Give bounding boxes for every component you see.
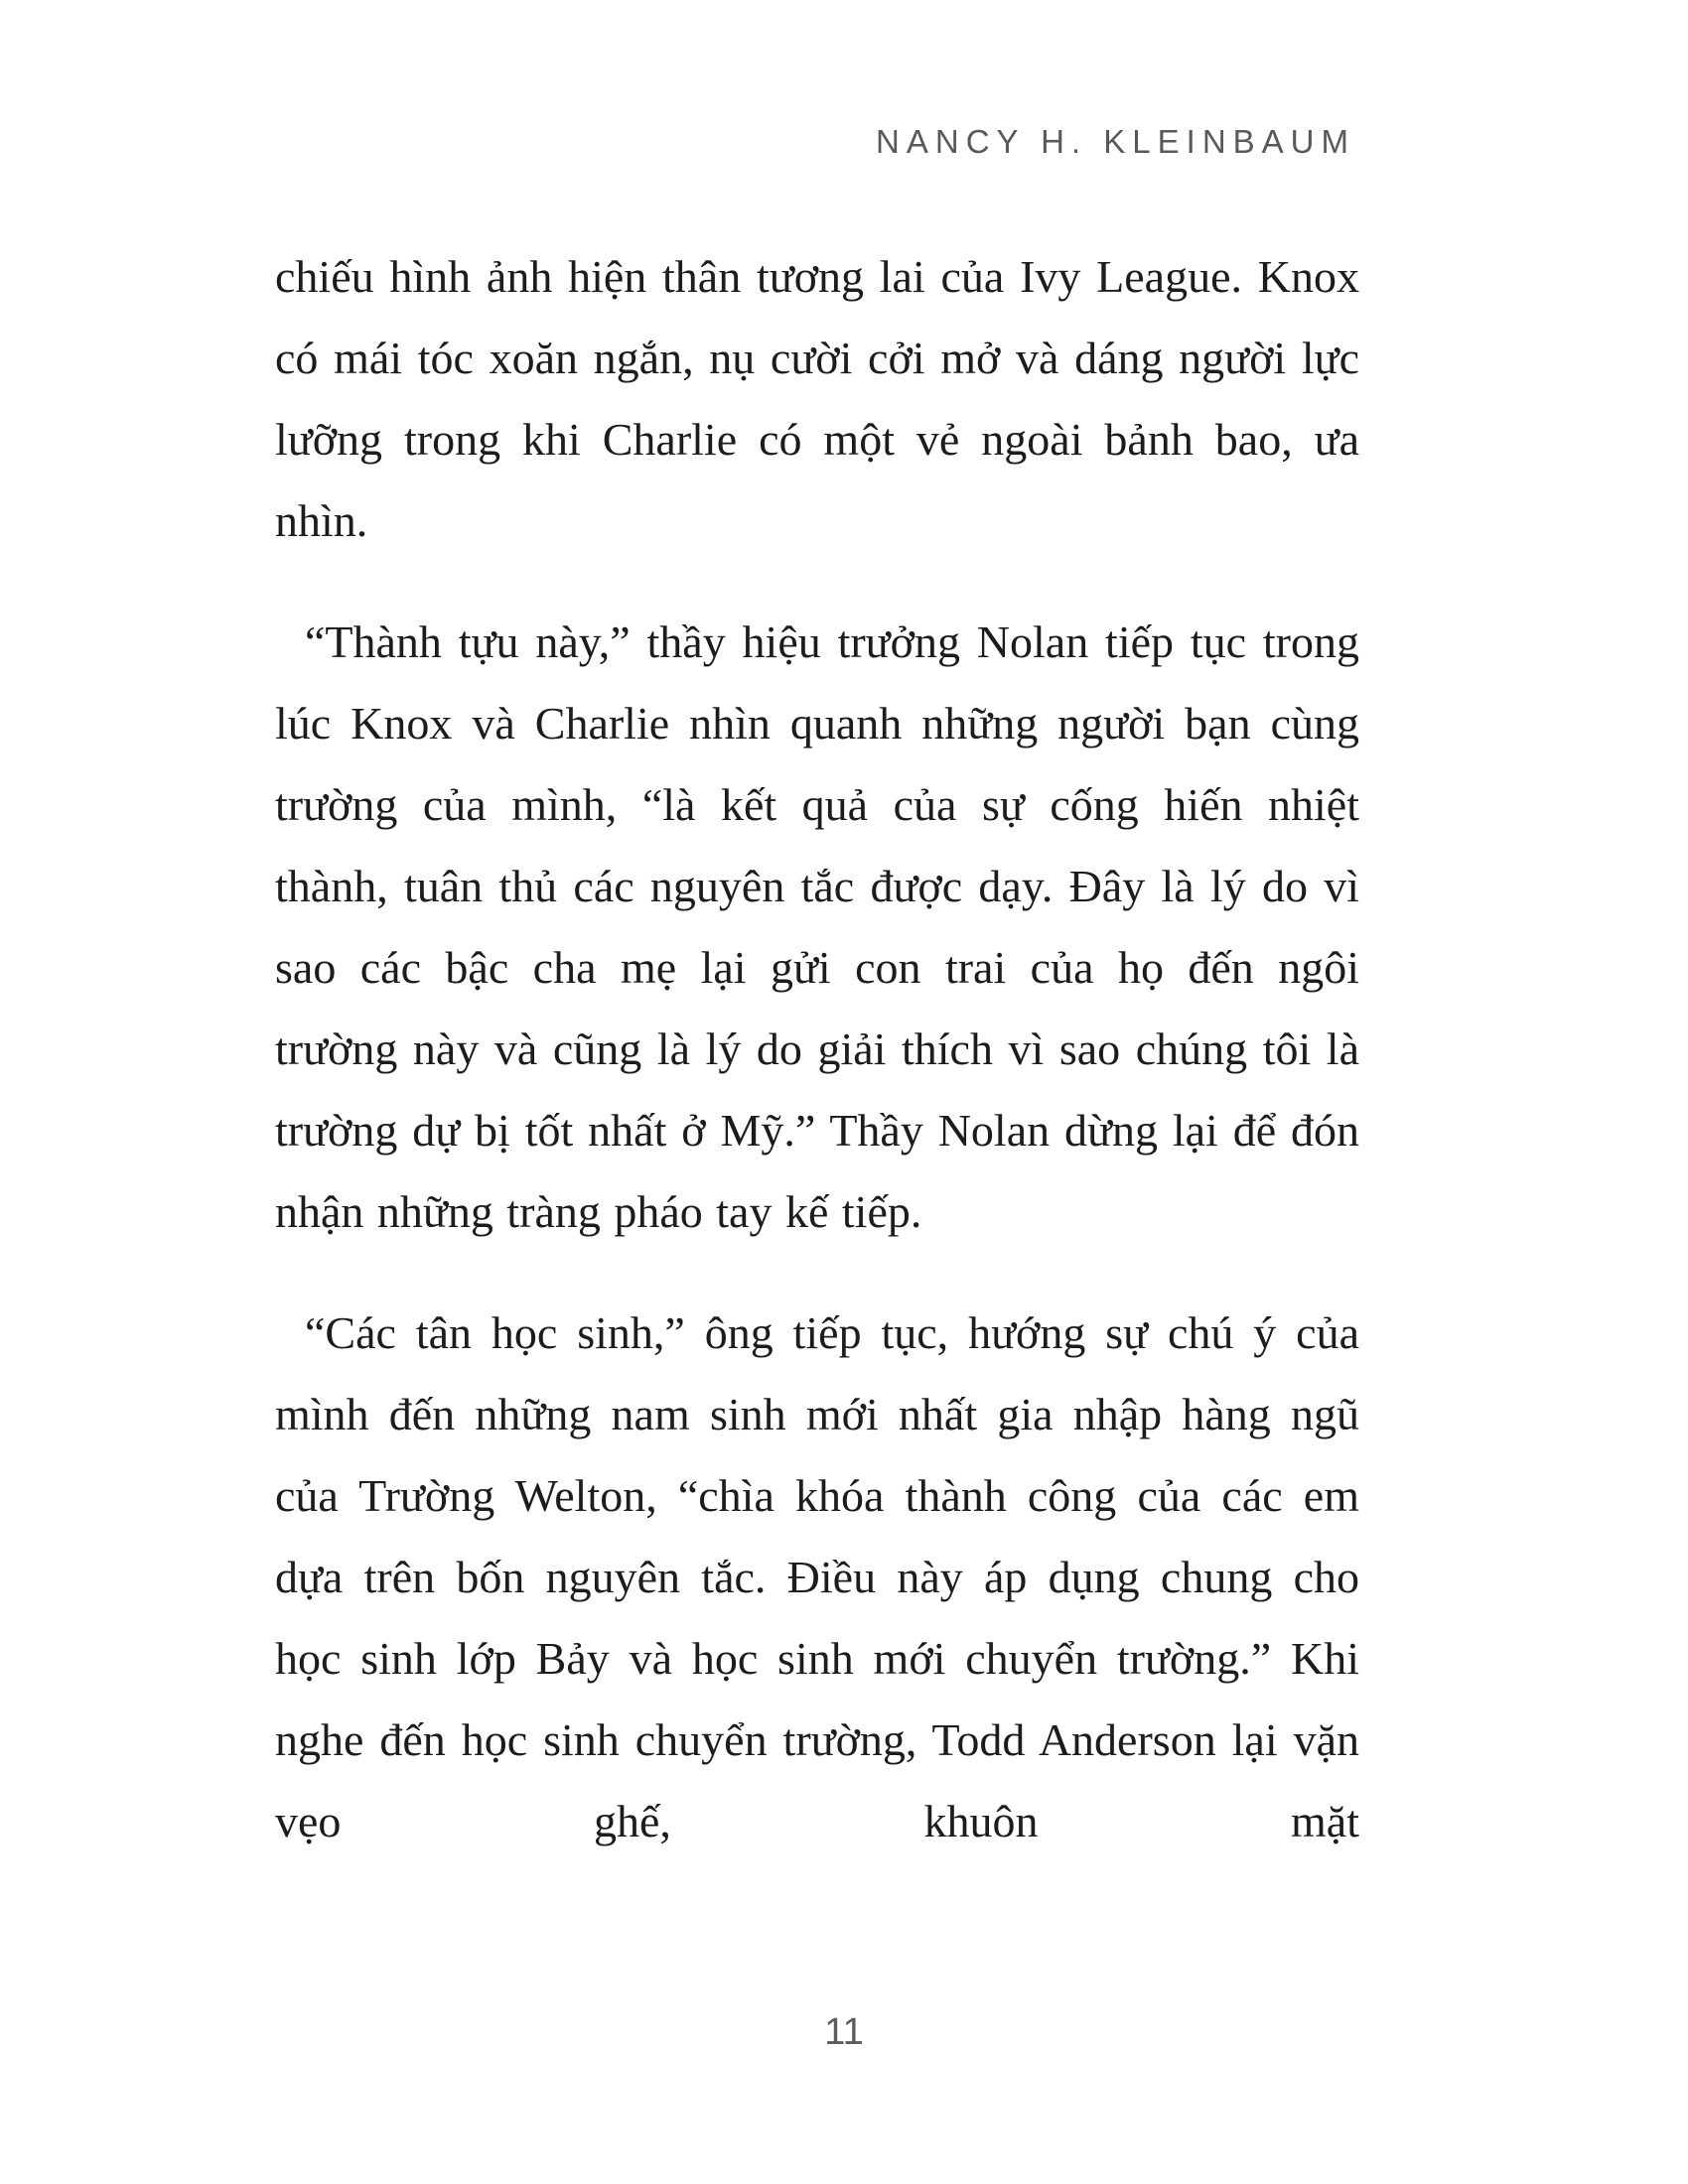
body-text-block (275, 236, 1359, 1902)
page-number: 11 (824, 2011, 864, 2053)
body-paragraph: chiếu hình ảnh hiện thân tương lai của Ivy League. Knox có mái tóc xoăn ngắn, nụ cười cởi mở và dáng người lực lưỡng trong khi Charlie có một vẻ ngoài bảnh bao, ưa nhìn. (275, 251, 1359, 546)
body-paragraph: “Thành tựu này,” thầy hiệu trưởng Nolan tiếp tục trong lúc Knox và Charlie nhìn quanh những người bạn cùng trường của mình, “là kết quả của sự cống hiến nhiệt thành, tuân thủ các nguyên tắc được dạy. Đây là lý do vì sao các bậc cha mẹ lại gửi con trai của họ đến ngôi trường này và cũng là lý do giải thích vì sao chúng tôi là trường dự bị tốt nhất ở Mỹ.” Thầy Nolan dừng lại để đón nhận những tràng pháo tay kế tiếp. (275, 616, 1359, 1237)
body-paragraph: “Các tân học sinh,” ông tiếp tục, hướng sự chú ý của mình đến những nam sinh mới nhất gia nhập hàng ngũ của Trường Welton, “chìa khóa thành công của các em dựa trên bốn nguyên tắc. Điều này áp dụng chung cho học sinh lớp Bảy và học sinh mới chuyển trường.” Khi nghe đến học sinh chuyển trường, Todd Anderson lại vặn vẹo ghế, khuôn mặt (275, 1307, 1359, 1846)
running-header: NANCY H. KLEINBAUM (876, 123, 1355, 160)
